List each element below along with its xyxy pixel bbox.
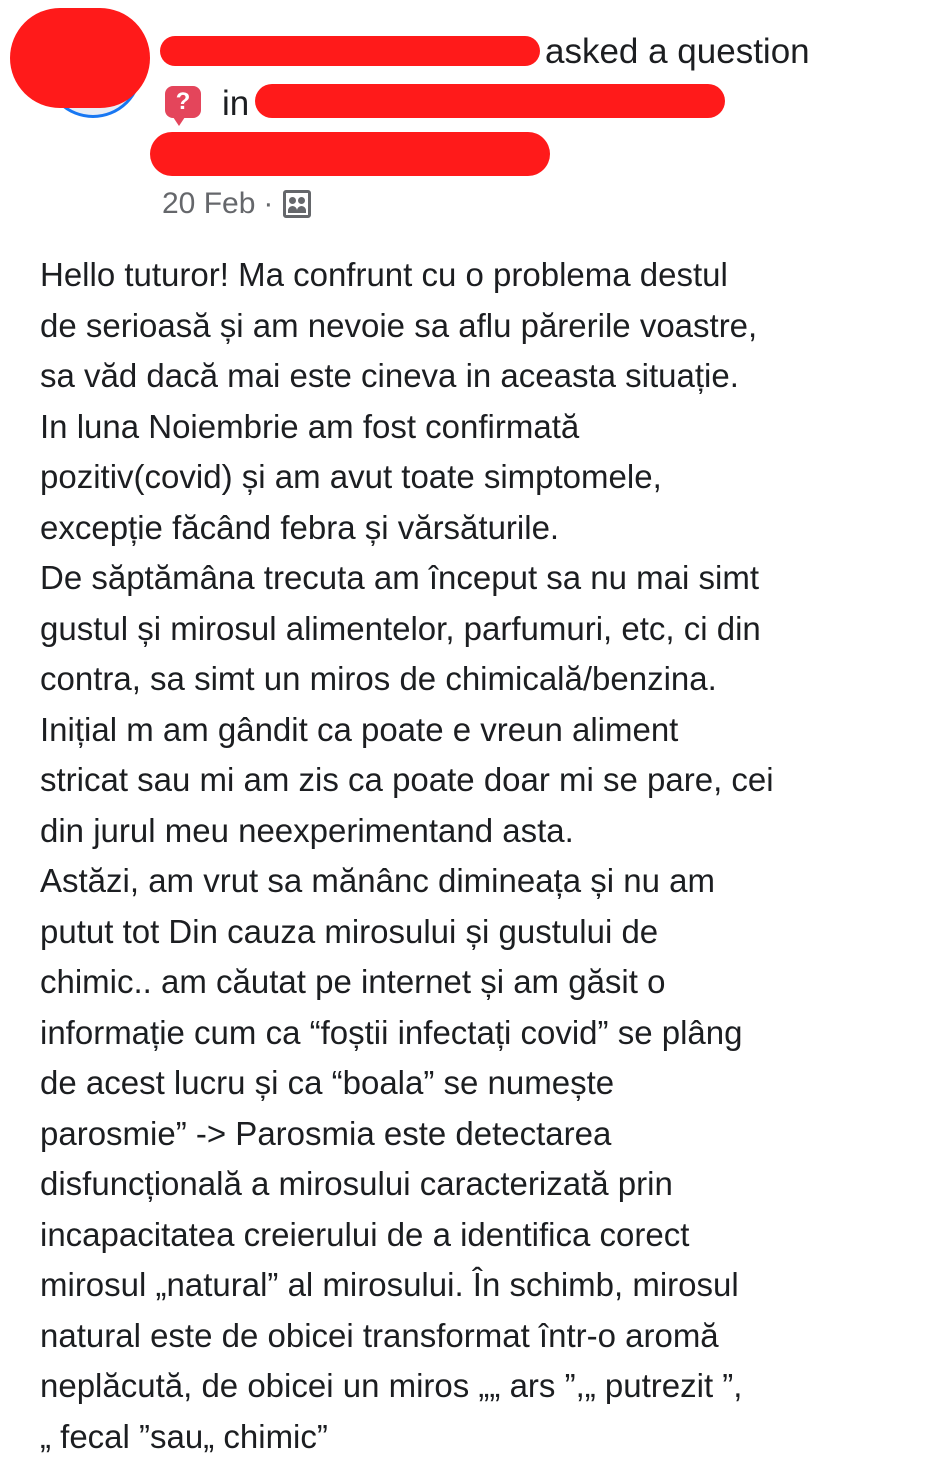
post-text-line: chimic.. am căutat pe internet și am găsit o <box>40 963 666 1000</box>
post-text-line: natural este de obicei transformat într-o aromă <box>40 1316 719 1354</box>
post-text-line: incapacitatea creierului de a identifica corect <box>40 1215 690 1253</box>
post-action-text: asked a question <box>545 32 810 71</box>
post-text-line: „ fecal ”sau„ chimic” <box>40 1417 328 1455</box>
post-text-line: Hello tuturor! Ma confrunt cu o problema destul <box>40 256 728 293</box>
post-text-line: parosmie” -> Parosmia este detectarea <box>40 1114 612 1152</box>
post-body <box>40 250 930 1462</box>
post-text-line: disfuncțională a mirosului caracterizată prin <box>40 1165 673 1202</box>
post-text-line: contra, sa simt un miros de chimicală/benzina. <box>40 660 717 697</box>
redaction-mark-group-name-2 <box>150 132 550 176</box>
post-text-line: sa văd dacă mai este cineva in aceasta situație. <box>40 357 739 394</box>
post-text-line: Inițial m am gândit ca poate e vreun aliment <box>40 710 679 748</box>
post-text-line: gustul și mirosul alimentelor, parfumuri, etc, ci din <box>40 609 761 647</box>
meta-separator: · <box>263 187 274 220</box>
post-text-line: informație cum ca “foștii infectați covid” se plâng <box>40 1013 743 1051</box>
redaction-mark-group-name <box>255 84 725 118</box>
group-icon <box>283 190 311 218</box>
post-header <box>0 0 946 230</box>
post-text-line: de serioasă și am nevoie sa aflu părerile voastre, <box>40 306 758 344</box>
post-text-line: din jurul meu neexperimentand asta. <box>40 811 574 849</box>
post-text-line: De săptămâna trecuta am început sa nu mai simt <box>40 559 760 596</box>
post-text-line: Astăzi, am vrut sa mănânc dimineața și nu am <box>40 862 715 899</box>
post-text-line: pozitiv(covid) și am avut toate simptomele, <box>40 458 662 495</box>
post-meta <box>162 184 311 224</box>
post-text-line: excepție făcând febra și vărsăturile. <box>40 508 560 546</box>
post-text-line: neplăcută, de obicei un miros „„ ars ”,„ putrezit ”, <box>40 1367 743 1404</box>
redaction-mark-avatar <box>10 8 150 108</box>
post-date[interactable]: 20 Feb <box>162 187 256 220</box>
post-text-line: mirosul „natural” al mirosului. În schimb, mirosul <box>40 1266 739 1303</box>
post-text-line: In luna Noiembrie am fost confirmată <box>40 407 580 445</box>
post-text-line: de acest lucru și ca “boala” se numește <box>40 1064 615 1101</box>
redaction-mark-author-name <box>160 36 540 66</box>
post-text-line: stricat sau mi am zis ca poate doar mi se pare, cei <box>40 761 774 798</box>
post-in-text: in <box>222 84 250 123</box>
post-text-line: putut tot Din cauza mirosului și gustului de <box>40 912 659 950</box>
question-icon: ? <box>165 86 201 118</box>
